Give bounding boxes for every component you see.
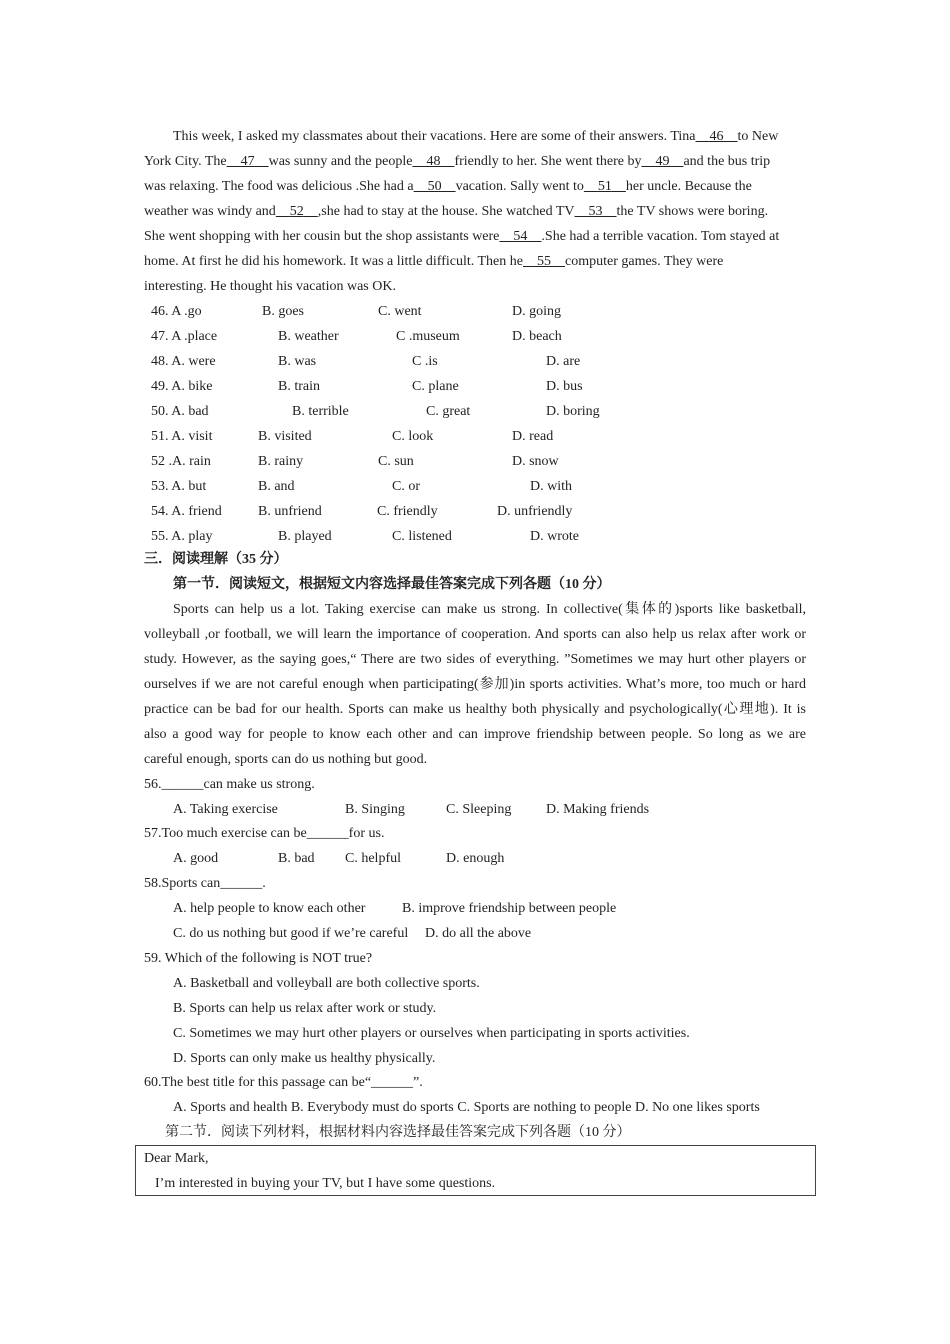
letter-box	[135, 1145, 816, 1196]
blank-53: 53	[588, 204, 603, 219]
passage-line-4: ourselves if we are not careful enough when participating(参加)in sports activities. What’s more, too much or hard	[144, 677, 806, 692]
blank-46: 46	[709, 129, 724, 144]
option-b: B. bad	[278, 851, 315, 866]
letter-greeting: Dear Mark,	[144, 1151, 209, 1166]
passage-line-1: Sports can help us a lot. Taking exercise can make us strong. In collective(集体的)sports like basketball,	[173, 602, 806, 617]
option-a: A. good	[173, 851, 219, 866]
question-stem: 58.Sports can______.	[144, 876, 266, 891]
blank-52: 52	[289, 204, 304, 219]
cloze-line-7: interesting. He thought his vacation was OK.	[144, 279, 396, 294]
cloze-line-2: York City. The 47 was sunny and the people 48 friendly to her. She went there by 49 and the bus trip	[144, 154, 771, 169]
option-b: B. Singing	[345, 802, 405, 817]
option-a: A. help people to know each other	[173, 901, 366, 916]
cloze-line-3: was relaxing. The food was delicious .She had a 50 vacation. Sally went to 51 her uncle. Because the	[144, 179, 752, 194]
passage-line-2: volleyball ,or football, we will learn the importance of cooperation. And sports can also help us relax after work or	[144, 627, 806, 642]
option-c: C. helpful	[345, 851, 401, 866]
option-b: B. improve friendship between people	[402, 901, 617, 916]
question-options: A. Sports and health B. Everybody must do sports C. Sports are nothing to people D. No one likes sports	[173, 1100, 760, 1115]
question-stem: 59. Which of the following is NOT true?	[144, 951, 373, 966]
section-title: 三．阅读理解（35 分）	[144, 552, 288, 567]
blank-55: 55	[536, 254, 551, 269]
passage-line-5: practice can be bad for our health. Sports can make us healthy both physically and psychologically(心理地). It is	[144, 702, 806, 717]
option-a: A. Taking exercise	[173, 802, 278, 817]
cloze-line-6: home. At first he did his homework. It was a little difficult. Then he 55 computer games. They were	[144, 254, 724, 269]
blank-48: 48	[426, 154, 441, 169]
passage-line-3: study. However, as the saying goes,“ There are two sides of everything. ”Sometimes we may hurt other players or	[144, 652, 806, 667]
option-d: D. do all the above	[425, 926, 532, 941]
blank-50: 50	[427, 179, 442, 194]
question-stem: 60.The best title for this passage can be“______”.	[144, 1075, 423, 1090]
part1-title: 第一节．阅读短文，根据短文内容选择最佳答案完成下列各题（10 分）	[173, 577, 611, 592]
question-stem: 57.Too much exercise can be______for us.	[144, 826, 385, 841]
option-c: C. do us nothing but good if we’re careful	[173, 926, 409, 941]
blank-51: 51	[597, 179, 612, 194]
option-d: D. Making friends	[546, 802, 650, 817]
question-stem: 56.______can make us strong.	[144, 777, 315, 792]
option-b: B. Sports can help us relax after work or study.	[173, 1001, 437, 1016]
blank-49: 49	[655, 154, 670, 169]
option-d: D. enough	[446, 851, 505, 866]
letter-line-1: I’m interested in buying your TV, but I have some questions.	[155, 1176, 496, 1191]
option-c: C. Sometimes we may hurt other players or ourselves when participating in sports activities.	[173, 1026, 690, 1041]
cloze-line-5: She went shopping with her cousin but the shop assistants were 54 .She had a terrible vacation. Tom stayed at	[144, 229, 780, 244]
part2-title: 第二节．阅读下列材料，根据材料内容选择最佳答案完成下列各题（10 分）	[165, 1125, 631, 1140]
passage-line-6: also a good way for people to know each other and can improve friendship between people. So long as we are	[144, 727, 806, 742]
option-c: C. Sleeping	[446, 802, 512, 817]
cloze-line-1: This week, I asked my classmates about their vacations. Here are some of their answers. Tina 46 to New	[173, 129, 779, 144]
passage-line-7: careful enough, sports can do us nothing but good.	[144, 752, 428, 767]
option-a: A. Basketball and volleyball are both collective sports.	[173, 976, 480, 991]
cloze-line-4: weather was windy and 52 ,she had to stay at the house. She watched TV 53 the TV shows were boring.	[144, 204, 769, 219]
blank-47: 47	[240, 154, 255, 169]
option-d: D. Sports can only make us healthy physically.	[173, 1051, 436, 1066]
blank-54: 54	[513, 229, 528, 244]
